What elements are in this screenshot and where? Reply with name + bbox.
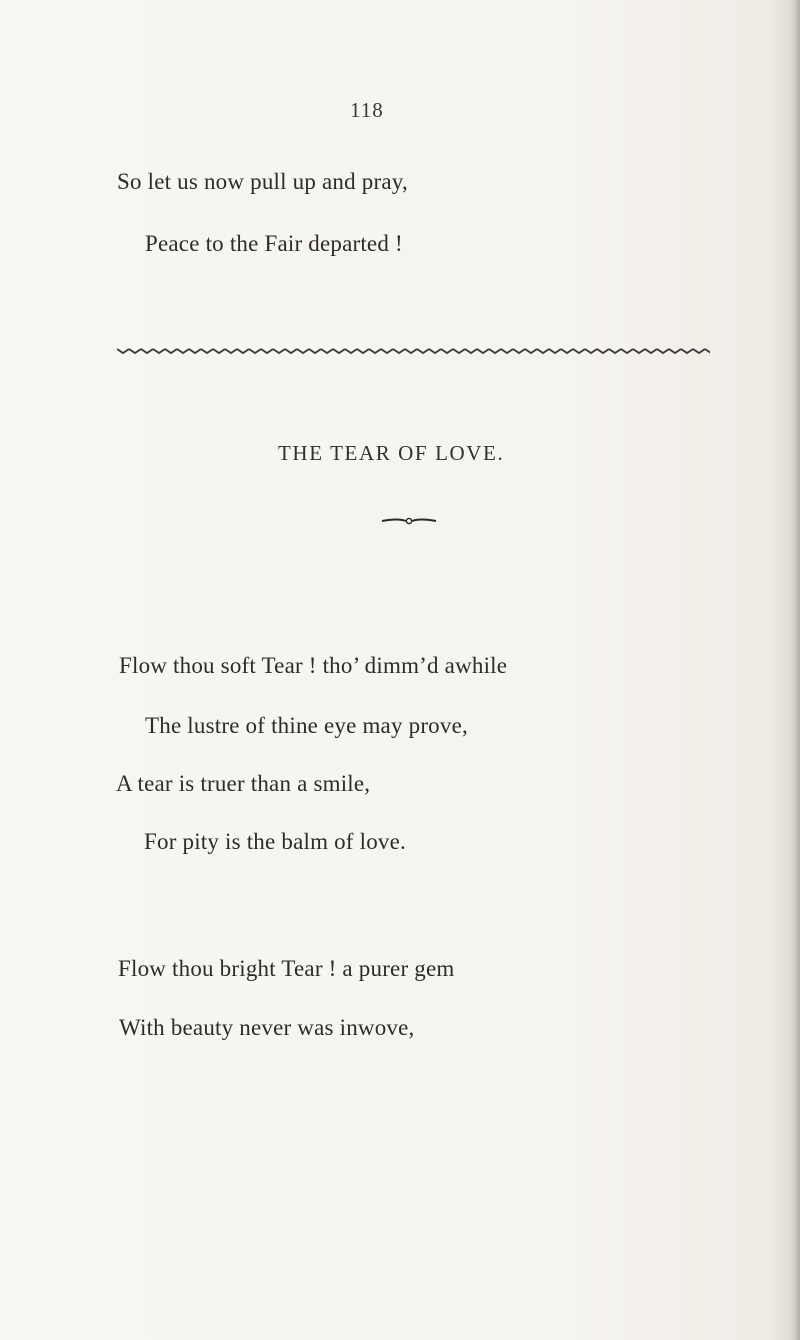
poem-line: For pity is the balm of love. (144, 829, 406, 854)
poem-line: The lustre of thine eye may prove, (145, 713, 468, 738)
poem-line: With beauty never was inwove, (119, 1015, 415, 1040)
poem-line: Flow thou bright Tear ! a purer gem (118, 956, 455, 981)
poem-title: THE TEAR OF LOVE. (278, 441, 505, 465)
section-divider-rule (117, 346, 710, 356)
previous-poem-line: So let us now pull up and pray, (117, 169, 408, 194)
page-number: 118 (350, 98, 384, 122)
page-edge-shadow (790, 0, 800, 1340)
title-ornament (380, 516, 438, 526)
poem-line: Flow thou soft Tear ! tho’ dimm’d awhile (119, 653, 508, 678)
poem-line: A tear is truer than a smile, (116, 771, 371, 796)
previous-poem-line: Peace to the Fair departed ! (145, 231, 403, 256)
